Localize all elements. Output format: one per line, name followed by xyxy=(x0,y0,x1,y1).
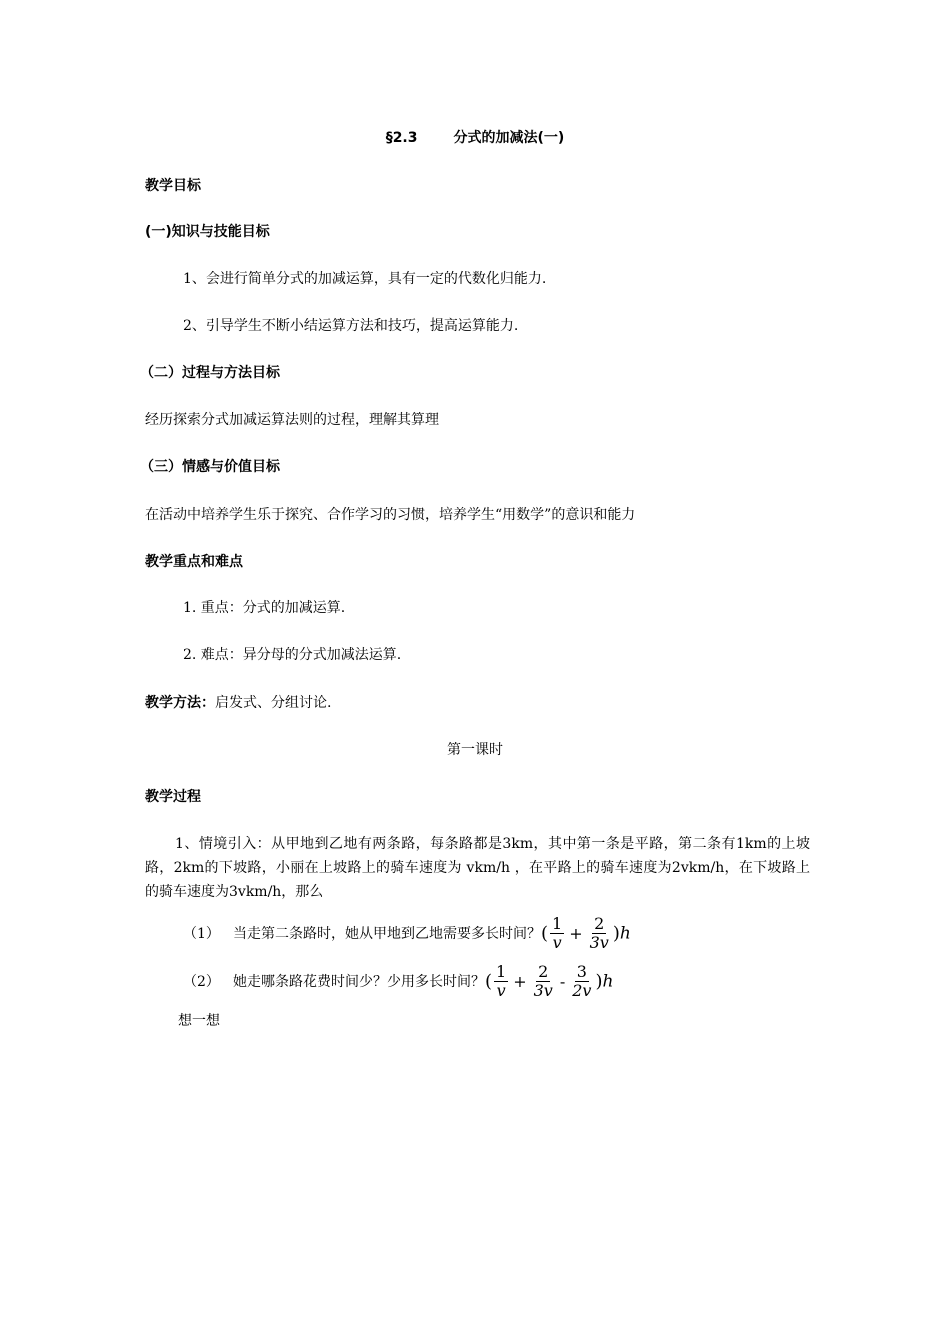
teaching-method-text: 启发式、分组讨论. xyxy=(215,695,332,711)
question-1-text: 当走第二条路时，她从甲地到乙地需要多长时间？ xyxy=(233,926,541,942)
knowledge-item: 2、引导学生不断小结运算方法和技巧，提高运算能力. xyxy=(183,318,519,334)
right-paren: ) xyxy=(612,922,620,944)
heading-process-goals: （二）过程与方法目标 xyxy=(140,365,280,381)
question-2-number: （2） xyxy=(183,974,220,990)
unit: h xyxy=(619,923,631,943)
denominator: v xyxy=(496,980,506,1000)
question-1-number: （1） xyxy=(183,926,220,942)
emotion-text: 在活动中培养学生乐于探究、合作学习的习惯，培养学生“用数学”的意识和能力 xyxy=(145,507,636,523)
fraction xyxy=(532,963,555,1000)
question-2 xyxy=(183,959,613,1003)
scenario-paragraph: 1、情境引入：从甲地到乙地有两条路，每条路都是3km，其中第一条是平路，第二条有1km的上坡路，2km的下坡路，小丽在上坡路上的骑车速度为 vkm/h ，在平路上的骑车速度为2vkm/h，在下坡路上的骑车速度为3vkm/h，那么 xyxy=(145,836,810,900)
lesson-label: 第一课时 xyxy=(447,742,503,758)
teaching-method xyxy=(145,693,331,713)
title-text: 分式的加减法(一) xyxy=(453,130,565,146)
denominator: 3v xyxy=(589,932,609,952)
right-paren: ) xyxy=(595,970,603,992)
operator: - xyxy=(559,971,566,991)
question-1-formula xyxy=(541,915,631,952)
heading-teaching-goals: 教学目标 xyxy=(145,178,201,194)
teaching-method-label: 教学方法： xyxy=(145,695,215,711)
fraction xyxy=(550,915,564,952)
key-point-item: 2. 难点：异分母的分式加减法运算. xyxy=(183,647,402,663)
section-number: §2.3 xyxy=(385,130,418,146)
heading-teaching-procedure: 教学过程 xyxy=(145,789,201,805)
question-2-formula xyxy=(485,963,613,1000)
left-paren: ( xyxy=(541,922,549,944)
knowledge-item: 1、会进行简单分式的加减运算，具有一定的代数化归能力. xyxy=(183,271,547,287)
numerator: 1 xyxy=(552,913,563,933)
question-2-text: 她走哪条路花费时间少？少用多长时间？ xyxy=(233,974,485,990)
process-text: 经历探索分式加减运算法则的过程，理解其算理 xyxy=(145,412,439,428)
numerator: 2 xyxy=(538,961,549,981)
heading-knowledge-goals: (一)知识与技能目标 xyxy=(145,224,270,240)
fraction xyxy=(588,915,611,952)
fraction xyxy=(494,963,508,1000)
think-prompt: 想一想 xyxy=(178,1013,220,1029)
heading-key-points: 教学重点和难点 xyxy=(145,554,243,570)
numerator: 2 xyxy=(594,913,605,933)
fraction xyxy=(570,963,593,1000)
unit: h xyxy=(602,971,614,991)
denominator: 3v xyxy=(533,980,553,1000)
key-point-item: 1. 重点：分式的加减运算. xyxy=(183,600,346,616)
question-1 xyxy=(183,911,631,955)
numerator: 3 xyxy=(576,961,587,981)
denominator: v xyxy=(552,932,562,952)
denominator: 2v xyxy=(572,980,592,1000)
numerator: 1 xyxy=(496,961,507,981)
document-title xyxy=(0,128,950,148)
operator: + xyxy=(513,971,527,991)
operator: + xyxy=(569,923,583,943)
heading-emotion-goals: （三）情感与价值目标 xyxy=(140,459,280,475)
left-paren: ( xyxy=(485,970,493,992)
